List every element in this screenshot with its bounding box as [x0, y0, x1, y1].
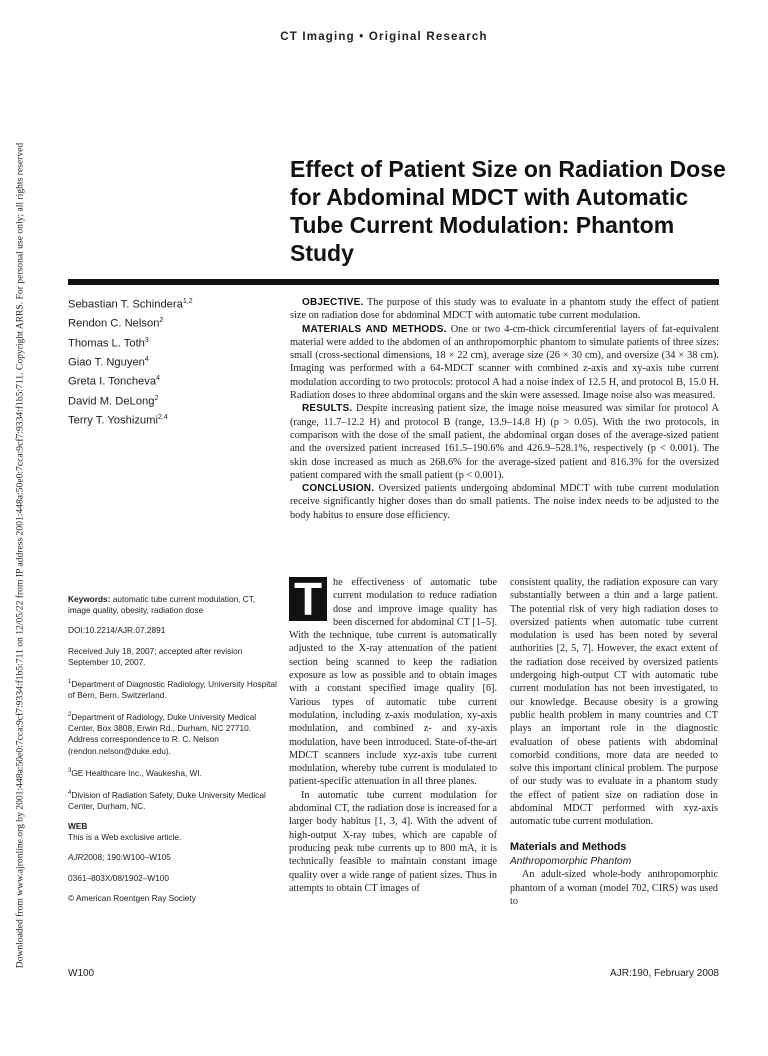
author: Greta I. Toncheva$^4$: [68, 375, 161, 389]
received-dates: Received July 18, 2007; accepted after revision September 10, 2007.: [68, 645, 243, 667]
author: Thomas L. Toth$^3$: [68, 336, 149, 350]
download-notice: Downloaded from www.ajronline.org by 2001:448a:50e0:7cca:9cf7:9334:f1b5:711 on 12/05/22 from IP address 2001:448a:50e0:7cca:9cf7:9334:f1b5:711. Copyright ARRS. For personal use only; all rights reserved: [14, 142, 26, 969]
issn: 0361–803X/08/1902–W100: [68, 872, 170, 883]
article-title: Effect of Patient Size on Radiation Dose for Abdominal MDCT with Automatic Tube Current Modulation: Phantom Study: [290, 156, 726, 266]
author: Sebastian T. Schindera$^{1,2}$: [68, 298, 193, 311]
abstract: [290, 296, 719, 522]
affiliation: $^2$Department of Radiology, Duke University Medical Center, Box 3808, Erwin Rd., Durham, NC 27710. Address correspondence to R. C. Nelson (rendon.nelson@duke.edu).: [68, 711, 257, 756]
keywords: Keywords: automatic tube current modulation, CT, image quality, obesity, radiation dose: [68, 594, 256, 616]
body-column-1: [289, 573, 497, 895]
body-paragraph: consistent quality, the radiation exposure can vary substantially between a thin and a large patient. The potential risk of very high radiation doses to oversized patients when automatic tube current modulation is used has been noted by several authorities [2, 5, 7]. However, the exact extent of the radiation dose received by oversized patients undergoing high-output CT with automatic tube current modulation has not been investigated, to our knowledge. Because obesity is a growing public health problem in many countries and CT plays an important role in the diagnostic evaluation of obese patients with abdominal comorbid conditions, more data are needed to solve this important clinical problem. The purpose of our study was to evaluate in a phantom study the effect of patient size on radiation dose in abdominal MDCT performed with xyz-axis automatic tube current modulation.: [510, 577, 718, 828]
affiliation: $^1$Department of Diagnostic Radiology, University Hospital of Bern, Bern, Switzerland.: [68, 678, 277, 700]
title-divider: [68, 279, 719, 285]
drop-cap: T: [289, 577, 327, 621]
subsection-heading: Anthropomorphic Phantom: [510, 855, 632, 867]
page-number: W100: [68, 968, 95, 979]
citation: AJR2008; 190:W100–W105: [68, 852, 171, 863]
abstract-methods: MATERIALS AND METHODS. One or two 4-cm-thick circumferential layers of fat-equivalent material were added to the abdomen of an anthropomorphic phantom to simulate patients of three sizes: small (cross-sectional dimensions, 18 × 22 cm), average size (26 × 30 cm), and oversize (34 × 38 cm). Imaging was performed with a 64-MDCT scanner with combined z-axis and xy-axis tube current modulation according to two protocols: protocol A had a noise index of 12.5 H, and protocol B, 15.0 H. Radiation doses to three abdominal organs and the skin were assessed. Image noise also was measured.: [290, 323, 719, 402]
body-paragraph: In automatic tube current modulation for abdominal CT, the radiation dose is increased for a larger body habitus [1, 3, 4]. With the advent of high-output X-ray tubes, which are capable of producing peak tube currents up to 800 mA, it is technically feasible to maintain constant image quality over a wide range of patient sizes. Thus in attempts to obtain CT images of: [289, 789, 497, 894]
body-paragraph: An adult-sized whole-body anthropomorphic phantom of a woman (model 702, CIRS) was used to: [510, 869, 718, 907]
body-column-2: [510, 576, 718, 908]
author: Terry T. Yoshizumi$^{2,4}$: [68, 413, 168, 427]
author-list: [68, 294, 288, 429]
affiliation: $^3$GE Healthcare Inc., Waukesha, WI.: [68, 767, 202, 778]
abstract-results: RESULTS. Despite increasing patient size, the image noise measured was similar for protocol A (range, 11.7–12.2 H) and protocol B (range, 13.9–14.8 H) (p > 0.05). With the two protocols, in comparison with the dose of the small patient, the abdominal organ doses of the average-sized patient and the oversized patient increased 161.5–190.6% and 426.9–528.1%, respectively (p < 0.001). The skin dose increased as much as 268.6% for the average-sized patient and 816.3% for the oversized patient compared with the small patient (p < 0.001).: [290, 403, 719, 481]
journal-issue: AJR:190, February 2008: [610, 968, 719, 979]
doi: DOI:10.2214/AJR.07.2891: [68, 625, 166, 636]
abstract-conclusion: CONCLUSION. Oversized patients undergoing abdominal MDCT with tube current modulation receive significantly higher doses than do small patients. The noise index needs to be adjusted to the body habitus to ensure dose efficiency.: [290, 483, 719, 521]
section-header: CT Imaging • Original Research: [280, 31, 488, 43]
section-heading: Materials and Methods: [510, 840, 627, 853]
author: Giao T. Nguyen$^4$: [68, 355, 149, 369]
body-paragraph: he effectiveness of automatic tube current modulation to reduce radiation dose and improve image quality has been discerned for abdominal CT [1–5]. With the technique, tube current is automatically adjusted to the X-ray attenuation of the patient section being scanned to keep the radiation exposure as low as possible and to obtain images with a constant specified image quality [6]. Various types of automatic tube current modulation, including z-axis modulation, xy-axis modulation, and combined z- and xy-axis modulation, have been introduced. State-of-the-art MDCT scanners include xyz-axis tube current modulation, whereby tube current is modulated to patient-specific attenuation in all three planes.: [289, 577, 497, 788]
author: David M. DeLong$^2$: [68, 394, 159, 408]
copyright: © American Roentgen Ray Society: [68, 892, 196, 903]
abstract-objective: OBJECTIVE. The purpose of this study was to evaluate in a phantom study the effect of patient size on radiation dose for abdominal MDCT with automatic tube current modulation.: [290, 297, 719, 322]
article-metadata: [68, 594, 278, 913]
affiliation: $^4$Division of Radiation Safety, Duke University Medical Center, Durham, NC.: [68, 789, 266, 811]
author: Rendon C. Nelson$^2$: [68, 317, 164, 331]
web-note: WEB This is a Web exclusive article.: [68, 820, 182, 843]
